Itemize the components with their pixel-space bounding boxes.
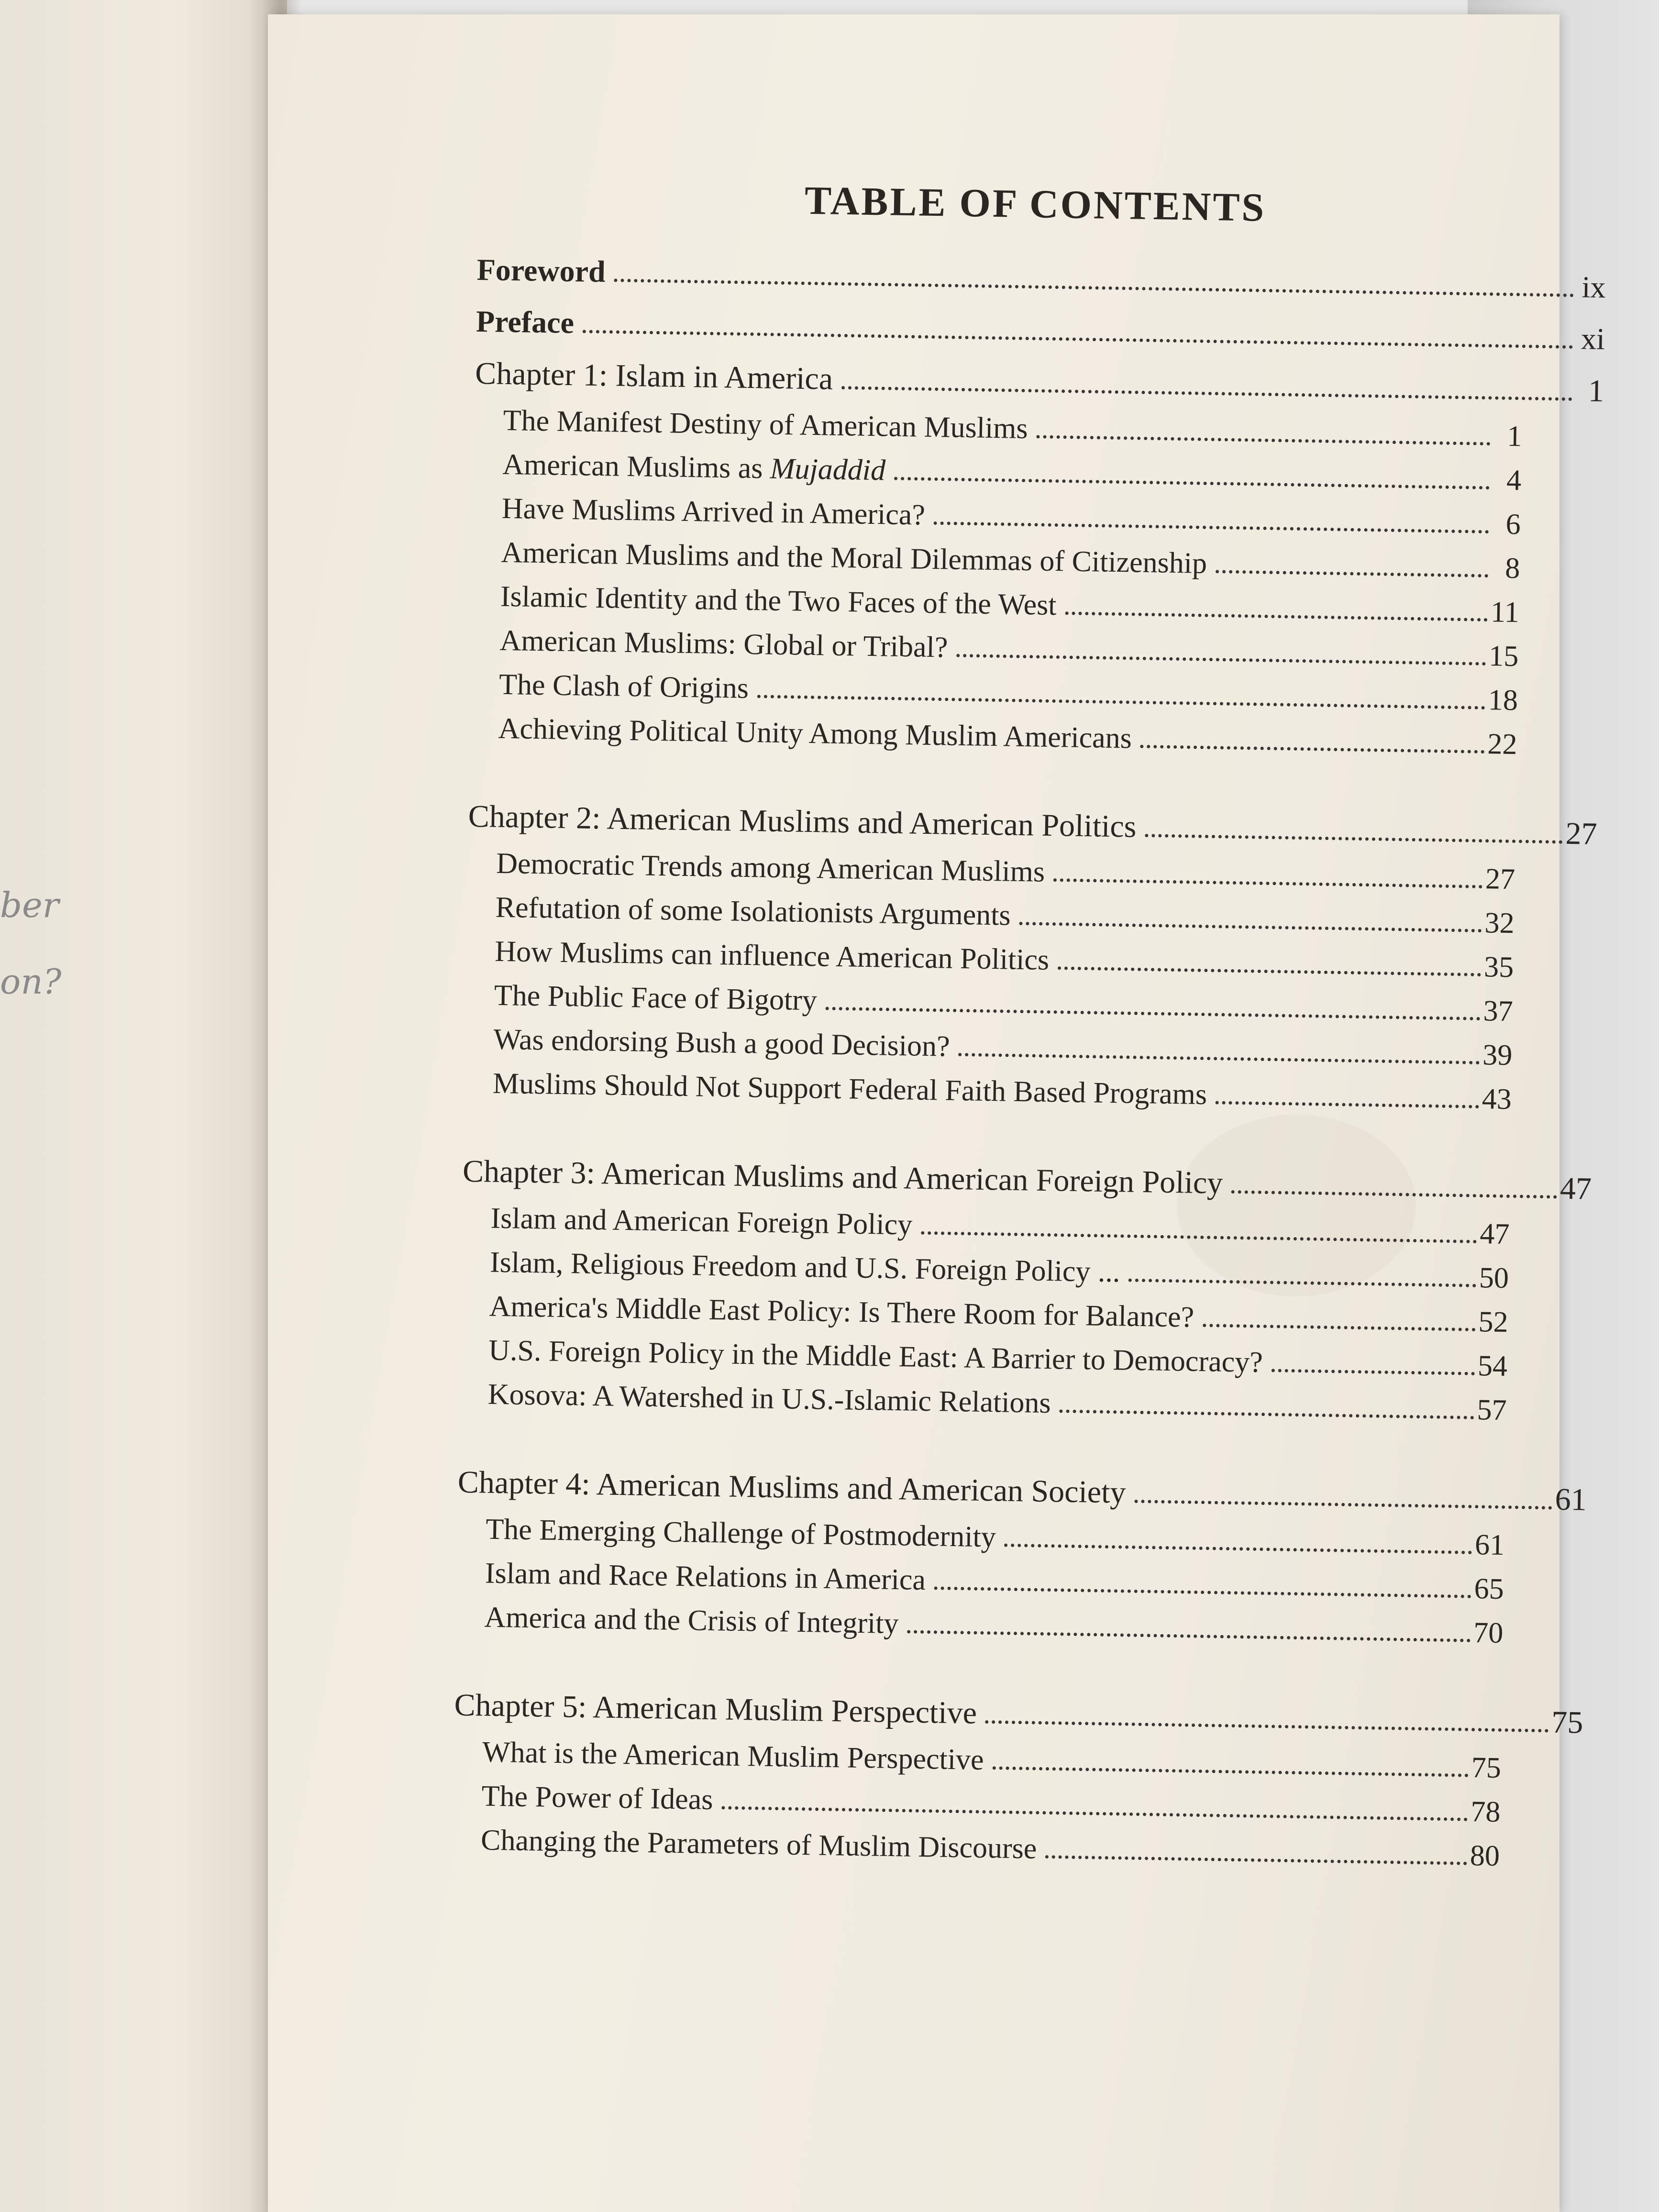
dot-leader — [1216, 570, 1488, 577]
entry-page-number: 65 — [1474, 1572, 1504, 1606]
dot-leader — [1065, 611, 1487, 621]
entry-page-number: 37 — [1483, 995, 1514, 1028]
entry-page-number: 47 — [1479, 1217, 1510, 1251]
entry-label: Preface — [476, 304, 575, 340]
section-label-text: Achieving Political Unity Among Muslim Americans — [498, 712, 1132, 755]
page-title: TABLE OF CONTENTS — [804, 178, 1266, 230]
section-label-text: Was endorsing Bush a good Decision? — [493, 1023, 951, 1063]
entry-page-number: 18 — [1488, 684, 1518, 717]
dot-leader — [1134, 1500, 1552, 1510]
section-label-text: Islamic Identity and the Two Faces of the West — [500, 580, 1057, 622]
dot-leader — [1059, 1409, 1474, 1419]
dot-leader — [583, 330, 1573, 349]
section-label — [490, 1202, 921, 1242]
section-label — [484, 1601, 907, 1641]
dot-leader — [985, 1720, 1549, 1732]
dot-leader — [1045, 1855, 1467, 1865]
dot-leader — [934, 1586, 1471, 1598]
dot-leader — [1271, 1369, 1474, 1375]
chapter-label: Chapter 5: American Muslim Perspective — [454, 1687, 977, 1731]
section-label-text: American Muslims as — [502, 448, 771, 485]
dot-leader — [934, 521, 1489, 533]
entry-page-number: 52 — [1478, 1305, 1509, 1339]
section-label-text: American Muslims: Global or Tribal? — [499, 624, 948, 664]
section-label-text: Islam, Religious Freedom and U.S. Foreign Policy ... — [489, 1246, 1121, 1289]
section-label-text: Have Muslims Arrived in America? — [501, 492, 926, 531]
entry-page-number: 4 — [1506, 464, 1522, 497]
margin-handwriting: on? — [0, 962, 62, 1002]
entry-page-number: 54 — [1477, 1349, 1508, 1383]
entry-page-number: 27 — [1485, 863, 1515, 896]
entry-page-number: 27 — [1565, 816, 1598, 852]
section-label-text: The Manifest Destiny of American Muslims — [503, 404, 1029, 445]
entry-page-number: 47 — [1559, 1171, 1592, 1206]
section-label — [485, 1557, 934, 1598]
section-label — [494, 979, 826, 1018]
entry-page-number: 1 — [1507, 420, 1523, 453]
dot-leader — [958, 1053, 1480, 1064]
entry-page-number: 35 — [1483, 951, 1514, 984]
entry-page-number: 50 — [1479, 1261, 1509, 1295]
section-label-text: The Emerging Challenge of Postmodernity — [485, 1513, 996, 1554]
section-label-text: America and the Crisis of Integrity — [484, 1601, 899, 1640]
section-label-text: The Public Face of Bigotry — [494, 979, 818, 1017]
dot-leader — [757, 695, 1485, 709]
section-label — [499, 624, 957, 665]
contents-page — [268, 14, 1606, 2212]
dot-leader — [1004, 1544, 1472, 1554]
section-label-text: Kosova: A Watershed in U.S.-Islamic Relations — [487, 1378, 1051, 1420]
margin-handwriting: ber — [0, 885, 59, 925]
entry-page-number: 39 — [1482, 1039, 1513, 1072]
chapter-label: Chapter 4: American Muslims and American Society — [457, 1464, 1127, 1510]
dot-leader — [1128, 1279, 1476, 1287]
entry-label: Foreword — [476, 252, 606, 289]
dot-leader — [1216, 1101, 1479, 1108]
dot-leader — [956, 654, 1486, 665]
entry-page-number: 80 — [1470, 1839, 1500, 1872]
dot-leader — [1231, 1190, 1557, 1199]
entry-page-number: 22 — [1487, 728, 1518, 761]
section-label-text: America's Middle East Policy: Is There Room for Balance? — [489, 1290, 1194, 1334]
dot-leader — [826, 1007, 1481, 1021]
dot-leader — [1053, 878, 1482, 888]
entry-page-number: 6 — [1505, 508, 1521, 541]
facing-page — [0, 0, 287, 2212]
entry-page-number: 43 — [1482, 1083, 1512, 1116]
entry-page-number: 78 — [1470, 1795, 1501, 1828]
dot-leader — [841, 386, 1572, 401]
dot-leader — [992, 1766, 1468, 1777]
entry-page-number: 75 — [1551, 1704, 1583, 1740]
entry-page-number: 57 — [1477, 1394, 1507, 1427]
chapter-list — [452, 355, 1659, 1886]
dot-leader — [1203, 1324, 1476, 1331]
table-of-contents — [452, 172, 1659, 1886]
dot-leader — [921, 1231, 1477, 1243]
entry-page-number: 70 — [1473, 1616, 1504, 1650]
entry-page-number: 15 — [1488, 640, 1519, 673]
dot-leader — [721, 1806, 1468, 1821]
section-label-text: The Clash of Origins — [498, 668, 749, 705]
section-label-text: Changing the Parameters of Muslim Discourse — [480, 1824, 1037, 1865]
entry-page-number: 11 — [1490, 596, 1520, 629]
entry-page-number: xi — [1581, 321, 1605, 356]
section-label-text: Democratic Trends among American Muslims — [496, 847, 1045, 888]
entry-page-number: 61 — [1474, 1528, 1505, 1562]
section-label — [499, 668, 758, 706]
chapter-label: Chapter 2: American Muslims and American Politics — [468, 798, 1137, 844]
dot-leader — [907, 1630, 1471, 1642]
dot-leader — [894, 477, 1490, 490]
chapter-label: Chapter 1: Islam in America — [475, 355, 833, 397]
entry-page-number: 1 — [1588, 373, 1604, 409]
section-label — [493, 1023, 959, 1064]
section-label-text: American Muslims and the Moral Dilemmas of Citizenship — [500, 536, 1207, 580]
dot-leader — [1140, 745, 1485, 753]
dot-leader — [1145, 834, 1562, 844]
dot-leader — [1019, 922, 1482, 932]
dot-leader — [1058, 966, 1481, 976]
section-label — [502, 448, 895, 488]
section-label-text: U.S. Foreign Policy in the Middle East: A Barrier to Democracy? — [488, 1334, 1263, 1379]
section-label-italic: Mujaddid — [770, 452, 886, 487]
section-label-text: Islam and American Foreign Policy — [490, 1202, 913, 1241]
entry-page-number: 75 — [1471, 1751, 1502, 1784]
section-label-text: The Power of Ideas — [481, 1780, 713, 1816]
section-label-text: Islam and Race Relations in America — [485, 1557, 926, 1597]
section-label-text: Refutation of some Isolationists Arguments — [495, 891, 1011, 932]
section-label-text: What is the American Muslim Perspective — [482, 1736, 984, 1777]
entry-page-number: 61 — [1555, 1482, 1587, 1517]
entry-page-number: 32 — [1484, 907, 1515, 940]
section-label-text: How Muslims can influence American Politics — [494, 935, 1050, 976]
entry-page-number: ix — [1582, 270, 1606, 305]
chapter-label: Chapter 3: American Muslims and American Foreign Policy — [462, 1153, 1223, 1201]
dot-leader — [1036, 435, 1490, 445]
entry-page-number: 8 — [1504, 552, 1520, 585]
section-label — [481, 1780, 722, 1817]
section-label — [501, 492, 934, 532]
dot-leader — [614, 278, 1574, 297]
section-label-text: Muslims Should Not Support Federal Faith Based Programs — [492, 1067, 1207, 1111]
